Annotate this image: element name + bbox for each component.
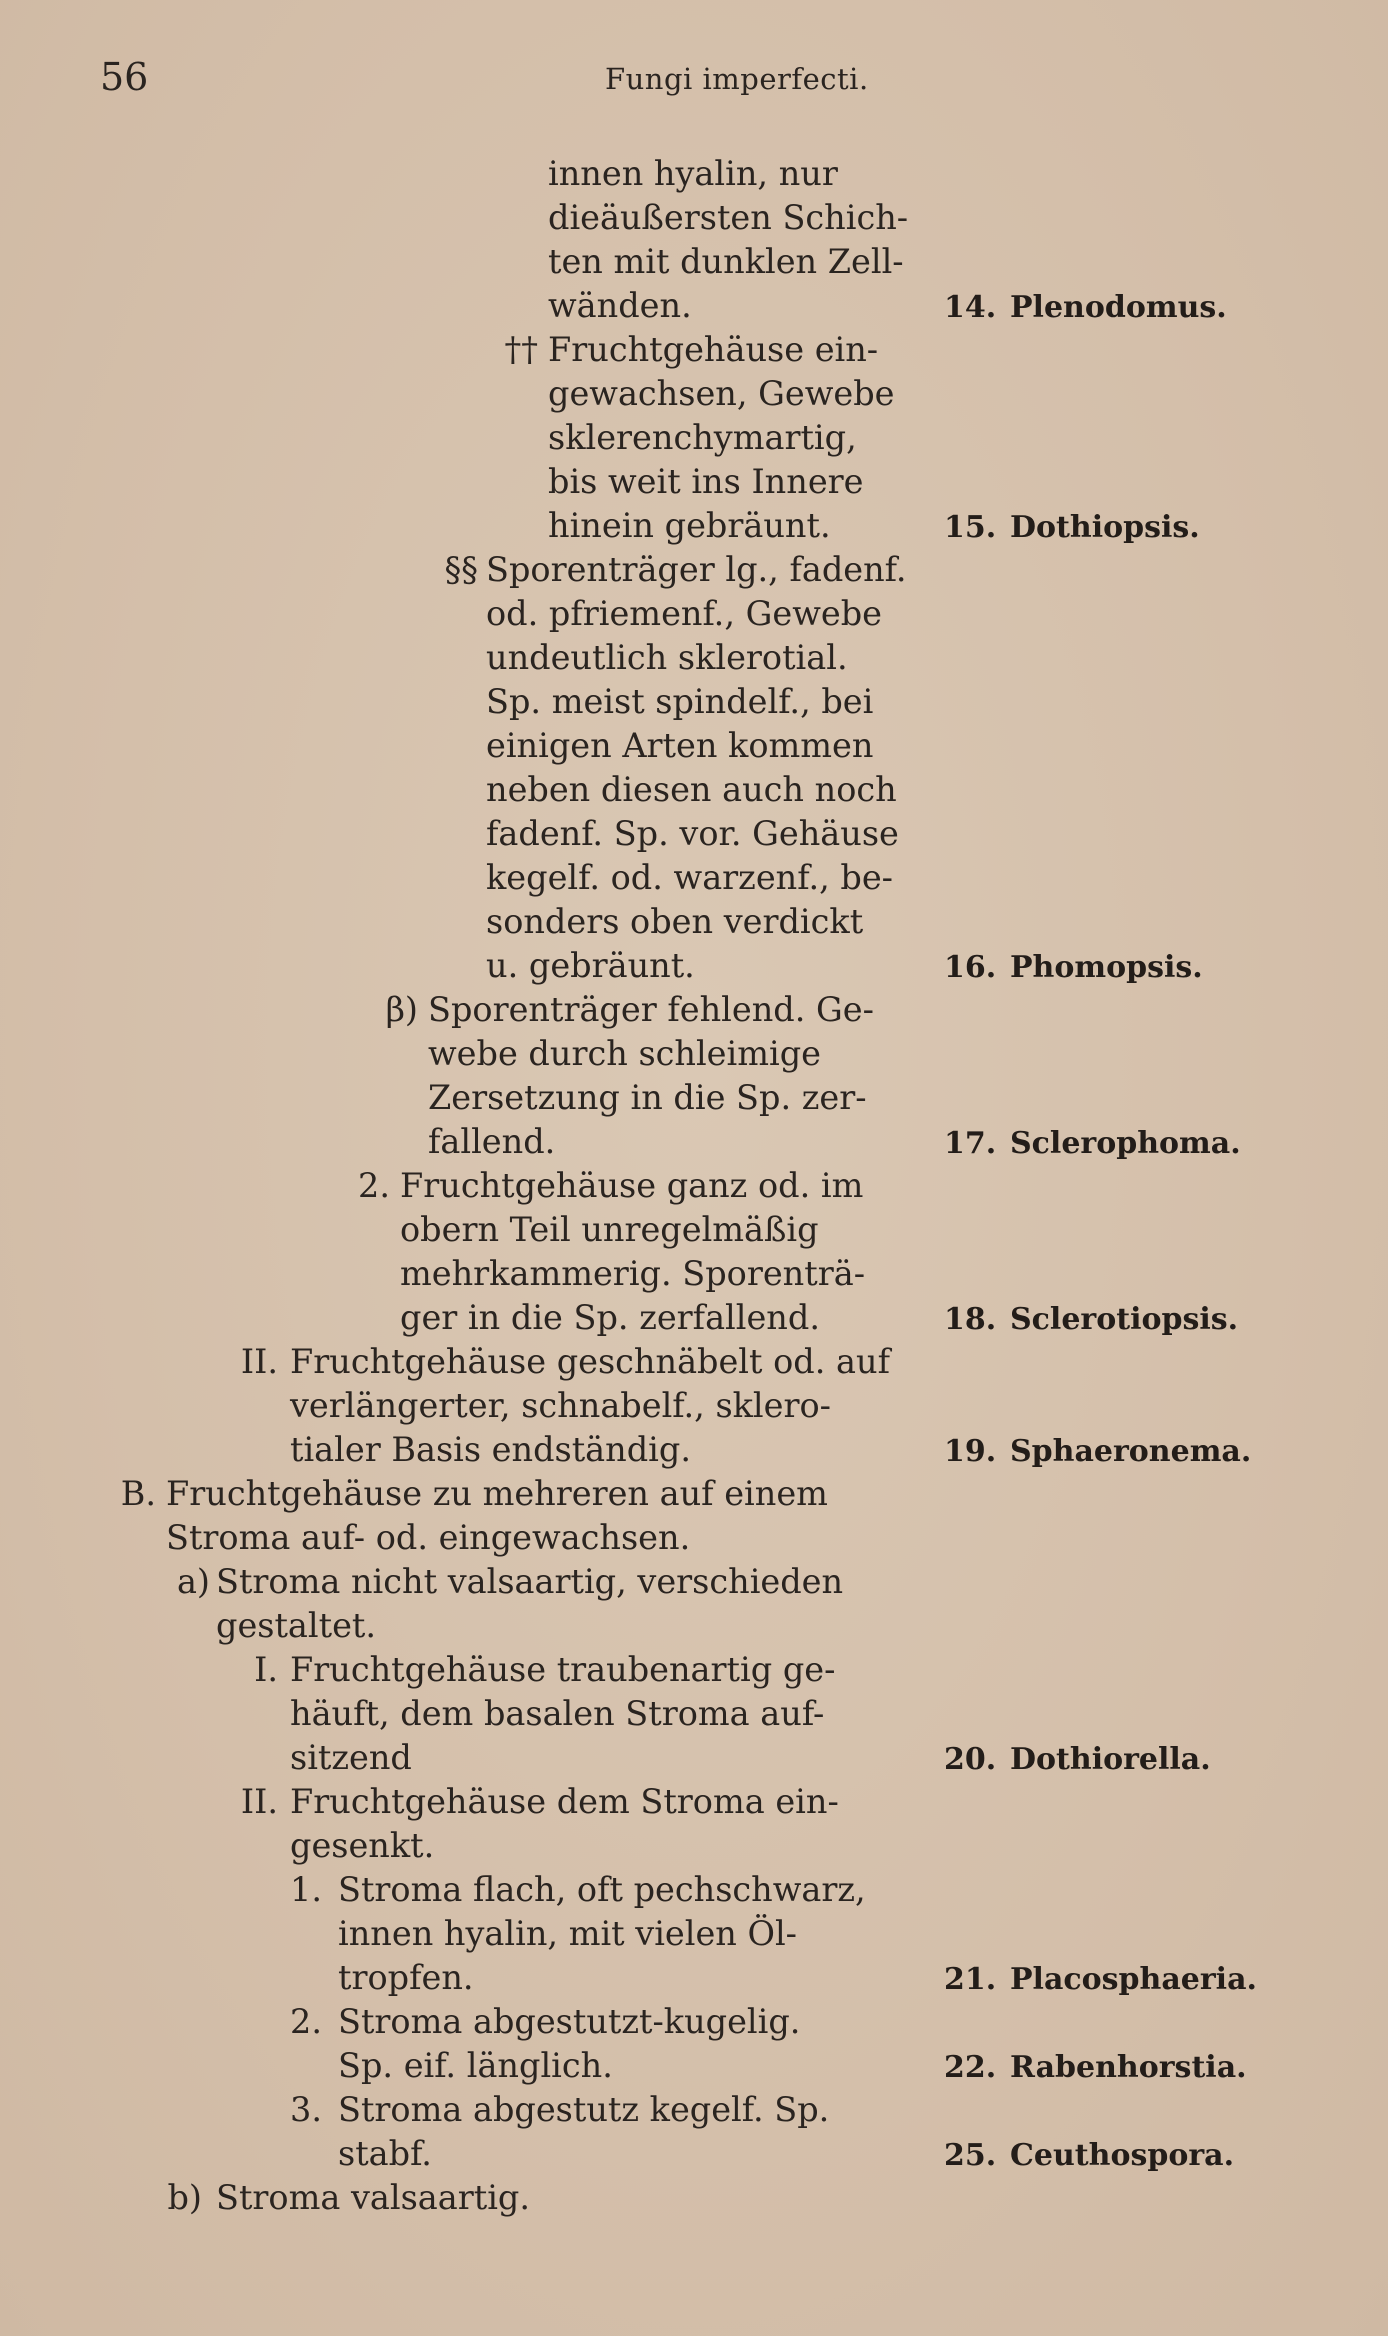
key-lead-marker: II. [240, 1342, 278, 1381]
key-line: bis weit ins Innere [548, 462, 864, 501]
genus-number: 22. [944, 2050, 997, 2085]
genus-name: Phomopsis. [1010, 950, 1203, 985]
key-line: webe durch schleimige [428, 1034, 821, 1073]
key-lead-marker: 3. [290, 2090, 322, 2129]
genus-entry [944, 286, 1227, 330]
key-lead-marker: I. [254, 1650, 278, 1689]
running-title: Fungi imperfecti. [605, 62, 869, 96]
key-lead-marker: 1. [290, 1870, 322, 1909]
genus-number: 21. [944, 1962, 997, 1997]
genus-entry [944, 2134, 1234, 2178]
key-lead-marker: II. [240, 1782, 278, 1821]
key-lead-marker: †† [504, 330, 538, 369]
genus-name: Sclerophoma. [1010, 1126, 1241, 1161]
key-line: Stroma flach, oft pechschwarz, [338, 1870, 866, 1909]
key-line: Stroma abgestutzt-kugelig. [338, 2002, 801, 2041]
key-lead-marker: b) [167, 2178, 202, 2217]
genus-name: Rabenhorstia. [1010, 2050, 1247, 2085]
genus-name: Dothiorella. [1010, 1742, 1211, 1777]
key-lead-marker: β) [385, 990, 418, 1029]
key-line: sklerenchymartig, [548, 418, 857, 457]
key-line: gewachsen, Gewebe [548, 374, 895, 413]
key-lead-marker: a) [176, 1562, 210, 1601]
key-line: wänden. [548, 286, 692, 325]
key-lead-marker: B. [120, 1474, 156, 1513]
genus-number: 17. [944, 1126, 997, 1161]
key-line: Fruchtgehäuse zu mehreren auf einem [166, 1474, 828, 1513]
key-line: dieäußersten Schich- [548, 198, 909, 237]
genus-entry [944, 1430, 1251, 1474]
key-lead-marker: §§ [444, 550, 478, 589]
key-lead-marker: 2. [290, 2002, 322, 2041]
key-line: Stroma nicht valsaartig, verschieden [216, 1562, 844, 1601]
key-line: u. gebräunt. [486, 946, 695, 985]
key-line: neben diesen auch noch [486, 770, 897, 809]
genus-name: Ceuthospora. [1010, 2138, 1235, 2173]
genus-number: 16. [944, 950, 997, 985]
key-line: sitzend [290, 1738, 412, 1777]
key-line: fallend. [428, 1122, 556, 1161]
key-line: Fruchtgehäuse ein- [548, 330, 879, 369]
genus-number: 25. [944, 2138, 997, 2173]
key-line: obern Teil unregelmäßig [400, 1210, 819, 1249]
genus-entry [944, 946, 1203, 990]
genus-entry [944, 2046, 1247, 2090]
key-line: mehrkammerig. Sporenträ- [400, 1254, 866, 1293]
key-line: hinein gebräunt. [548, 506, 831, 545]
genus-entry [944, 1122, 1241, 1166]
key-line: od. pfriemenf., Gewebe [486, 594, 882, 633]
genus-entry [944, 1298, 1238, 1342]
genus-number: 19. [944, 1434, 997, 1469]
key-line: tropfen. [338, 1958, 474, 1997]
key-line: Fruchtgehäuse traubenartig ge- [290, 1650, 836, 1689]
key-line: undeutlich sklerotial. [486, 638, 848, 677]
key-line: verlängerter, schnabelf., sklero- [290, 1386, 831, 1425]
genus-entry [944, 1738, 1211, 1782]
key-line: gestaltet. [216, 1606, 377, 1645]
key-line: Sporenträger lg., fadenf. [486, 550, 907, 589]
genus-entry [944, 506, 1200, 550]
key-line: sonders oben verdickt [486, 902, 864, 941]
key-line: innen hyalin, mit vielen Öl- [338, 1914, 798, 1953]
key-line: Sporenträger fehlend. Ge- [428, 990, 874, 1029]
genus-number: 14. [944, 290, 997, 325]
genus-name: Plenodomus. [1010, 290, 1227, 325]
key-line: häuft, dem basalen Stroma auf- [290, 1694, 825, 1733]
key-line: tialer Basis endständig. [290, 1430, 691, 1469]
key-line: Stroma abgestutz kegelf. Sp. [338, 2090, 830, 2129]
key-text: innen hyalin, nur [548, 154, 838, 193]
genus-number: 15. [944, 510, 997, 545]
genus-number: 20. [944, 1742, 997, 1777]
key-line: Sp. eif. länglich. [338, 2046, 613, 2085]
genus-name: Sclerotiopsis. [1010, 1302, 1239, 1337]
key-lead-marker: 2. [358, 1166, 390, 1205]
key-line: ten mit dunklen Zell- [548, 242, 904, 281]
genus-name: Dothiopsis. [1010, 510, 1200, 545]
key-line: einigen Arten kommen [486, 726, 874, 765]
key-line: Fruchtgehäuse ganz od. im [400, 1166, 864, 1205]
key-line: Sp. meist spindelf., bei [486, 682, 874, 721]
key-line: fadenf. Sp. vor. Gehäuse [486, 814, 899, 853]
genus-number: 18. [944, 1302, 997, 1337]
key-line: Zersetzung in die Sp. zer- [428, 1078, 867, 1117]
key-line: Fruchtgehäuse geschnäbelt od. auf [290, 1342, 890, 1381]
genus-entry [944, 1958, 1257, 2002]
key-line: gesenkt. [290, 1826, 435, 1865]
genus-name: Sphaeronema. [1010, 1434, 1252, 1469]
page-number: 56 [100, 55, 149, 99]
key-line: Stroma auf- od. eingewachsen. [166, 1518, 691, 1557]
page-header [0, 52, 1388, 102]
key-line: kegelf. od. warzenf., be- [486, 858, 893, 897]
key-line: stabf. [338, 2134, 432, 2173]
key-line: ger in die Sp. zerfallend. [400, 1298, 820, 1337]
key-line: Fruchtgehäuse dem Stroma ein- [290, 1782, 839, 1821]
genus-name: Placosphaeria. [1010, 1962, 1257, 1997]
key-line [548, 152, 926, 196]
key-line: Stroma valsaartig. [216, 2178, 531, 2217]
